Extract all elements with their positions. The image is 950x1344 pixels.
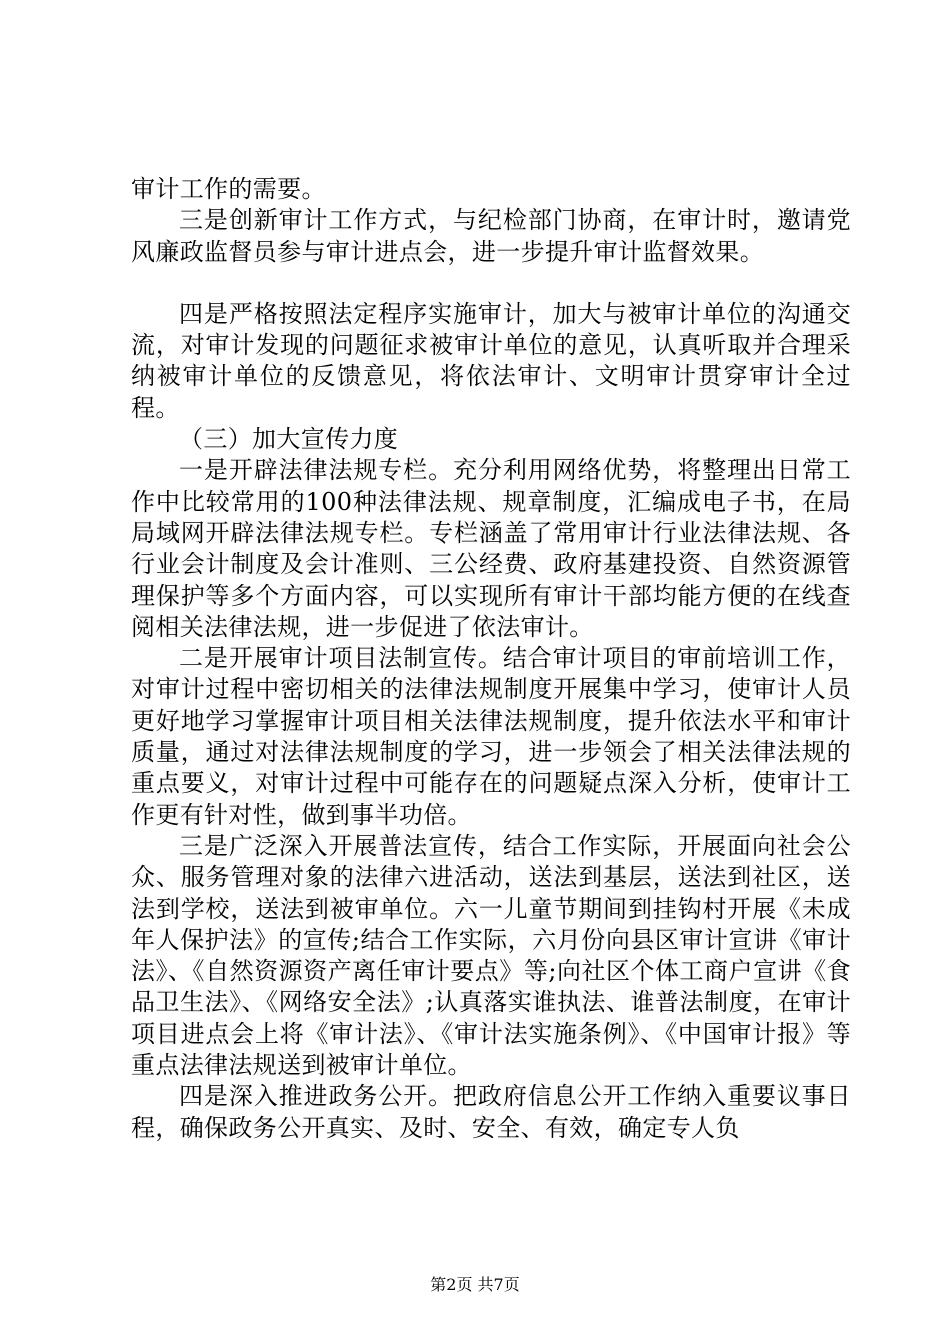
paragraph-innovate-audit-method: 三是创新审计工作方式，与纪检部门协商，在审计时，邀请党风廉政监督员参与审计进点会，进一步提升审计监督效果。 — [131, 206, 851, 266]
page-footer — [0, 1275, 950, 1295]
page-number: 第2页 共7页 — [430, 1275, 520, 1294]
paragraph-legal-procedure: 四是严格按照法定程序实施审计，加大与被审计单位的沟通交流，对审计发现的问题征求被审计单位的意见，认真听取并合理采纳被审计单位的反馈意见，将依法审计、文明审计贯穿审计全过程。 — [131, 299, 851, 422]
paragraph-law-popularization: 三是广泛深入开展普法宣传，结合工作实际，开展面向社会公众、服务管理对象的法律六进活动，送法到基层，送法到社区，送法到学校，送法到被审单位。六一儿童节期间到挂钩村开展《未成年人保护法》的宣传;结合工作实际，六月份向县区审计宣讲《审计法》、《自然资源资产离任审计要点》等;向社区个体工商户宣讲《食品卫生法》、《网络安全法》;认真落实谁执法、谁普法制度，在审计项目进点会上将《审计法》、《审计法实施条例》、《中国审计报》等重点法律法规送到被审计单位。 — [131, 831, 851, 1080]
paragraph-continuation: 审计工作的需要。 — [131, 175, 326, 203]
paragraph-project-legal-publicity: 二是开展审计项目法制宣传。结合审计项目的审前培训工作，对审计过程中密切相关的法律法规制度开展集中学习，使审计人员更好地学习掌握审计项目相关法律法规制度，提升依法水平和审计质量，通过对法律法规制度的学习，进一步领会了相关法律法规的重点要义，对审计过程中可能存在的问题疑点深入分析，使审计工作更有针对性，做到事半功倍。 — [131, 644, 851, 829]
paragraph-law-column: 一是开辟法律法规专栏。充分利用网络优势，将整理出日常工作中比较常用的100种法律法规、规章制度，汇编成电子书，在局局域网开辟法律法规专栏。专栏涵盖了常用审计行业法律法规、各行业会计制度及会计准则、三公经费、政府基建投资、自然资源管理保护等多个方面内容，可以实现所有审计干部均能方便的在线查阅相关法律法规，进一步促进了依法审计。 — [131, 456, 851, 641]
paragraph-government-transparency: 四是深入推进政务公开。把政府信息公开工作纳入重要议事日程，确保政务公开真实、及时、安全、有效，确定专人负 — [131, 1082, 851, 1142]
document-body — [131, 174, 851, 1144]
section-heading-publicity: （三）加大宣传力度 — [179, 425, 399, 454]
